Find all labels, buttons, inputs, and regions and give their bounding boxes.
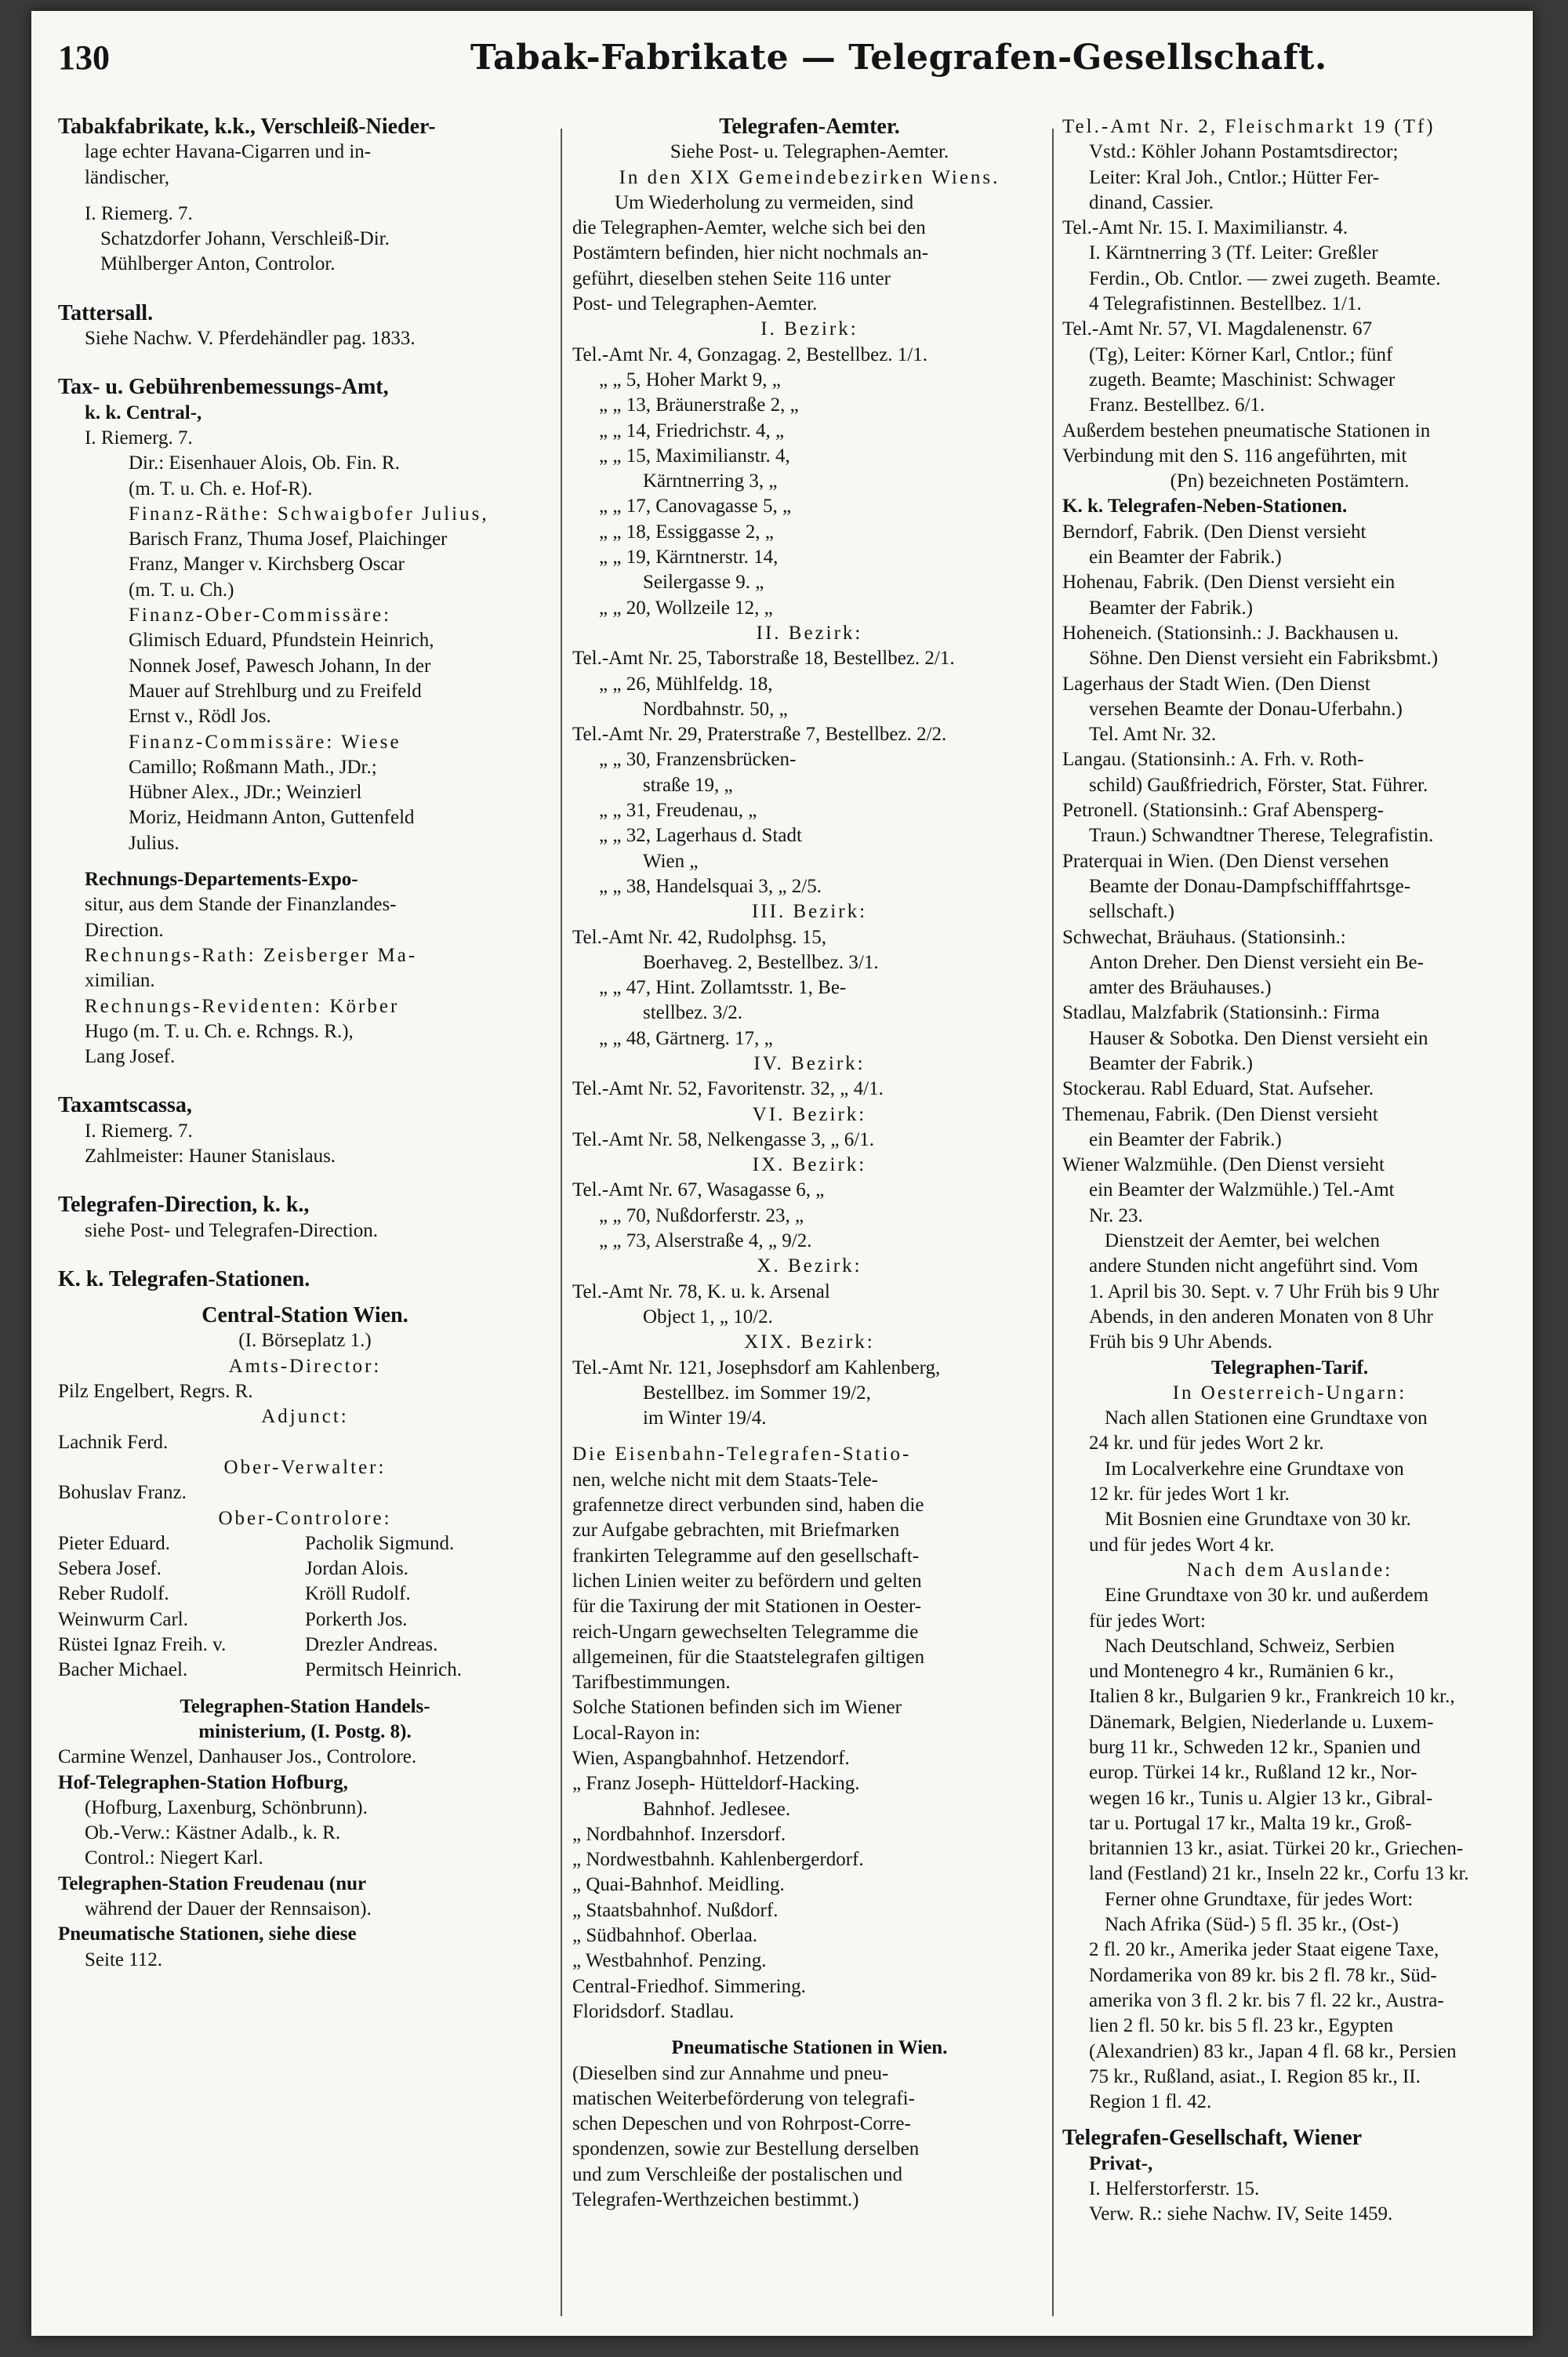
station-entry: Lagerhaus der Stadt Wien. (Den Dienst [1062,673,1370,695]
station-entry: Wiener Walzmühle. (Den Dienst versieht [1062,1154,1385,1176]
text-line: für die Taxirung der mit Stationen in Oester- [572,1596,922,1618]
text-line: ein Beamter der Fabrik.) [1089,547,1282,568]
text-line: k. k. Central-, [85,401,202,423]
text-line: burg 11 kr., Schweden 12 kr., Spanien und [1089,1737,1421,1758]
text-line: und Montenegro 4 kr., Rumänien 6 kr., [1089,1661,1394,1683]
text-line: I. Kärntnerring 3 (Tf. Leiter: Greßler [1089,242,1378,264]
text-line: Tel.-Amt Nr. 15. I. Maximilianstr. 4. [1062,217,1348,239]
station-line: „ Nordwestbahnh. Kahlenbergerdorf. [572,1849,864,1871]
name-pair [58,1556,552,1582]
text-line: Carmine Wenzel, Danhauser Jos., Controlore. [58,1746,417,1768]
page-number: 130 [58,38,110,77]
text-line: Italien 8 kr., Bulgarien 9 kr., Frankreich 10 kr., [1089,1686,1455,1708]
text-line: ein Beamter der Fabrik.) [1089,1128,1282,1150]
office-line: Boerhaveg. 2, Bestellbez. 3/1. [643,951,879,973]
text-line: ximilian. [85,970,155,992]
subsection-heading: Pneumatische Stationen in Wien. [671,2037,948,2059]
text-line: lichen Linien weiter zu befördern und gelten [572,1570,922,1592]
text-line: (Hofburg, Laxenburg, Schönbrunn). [85,1796,368,1818]
subsection-heading: Hof-Telegraphen-Station Hofburg, [58,1771,348,1793]
person-name: Bohuslav Franz. [58,1482,187,1504]
office-line: „ „ 14, Friedrichstr. 4, „ [599,419,785,441]
text-line: während der Dauer der Rennsaison). [85,1898,372,1919]
office-line: „ „ 26, Mühlfeldg. 18, [599,673,773,695]
text-line: Seite 112. [85,1948,163,1970]
office-line: „ „ 38, Handelsquai 3, „ 2/5. [599,875,822,897]
office-line: Tel.-Amt Nr. 4, Gonzagag. 2, Bestellbez. 1/1. [572,343,928,365]
text-line: schen Depeschen und von Rohrpost-Corre- [572,2113,911,2135]
text-line: Tarifbestimmungen. [572,1672,731,1694]
person-name: Pacholik Sigmund. [305,1532,455,1554]
office-line: „ „ 5, Hoher Markt 9, „ [599,369,781,390]
office-line: „ „ 70, Nußdorferstr. 23, „ [599,1204,804,1226]
text-line: Nach dem Auslande: [1186,1559,1393,1581]
station-line: „ Nordbahnhof. Inzersdorf. [572,1823,786,1845]
subsection-heading: Central-Station Wien. [201,1303,408,1328]
text-line: Schatzdorfer Johann, Verschleiß-Dir. [100,228,390,250]
text-line: nen, welche nicht mit dem Staats-Tele- [572,1469,878,1491]
text-line: Finanz-Commissäre: Wiese [129,731,401,753]
text-line: amter des Bräuhauses.) [1089,977,1272,999]
person-name: Sebera Josef. [58,1558,162,1580]
name-pair [58,1582,552,1607]
text-line: Beamter der Fabrik.) [1089,597,1253,619]
subsection-heading: Telegraphen-Station Freudenau (nur [58,1872,367,1894]
station-line: „ Westbahnhof. Penzing. [572,1950,767,1972]
text-line: Franz. Bestellbez. 6/1. [1089,394,1265,416]
entry-heading: Tabakfabrikate, k.k., Verschleiß-Nieder- [58,114,436,139]
station-entry: Berndorf, Fabrik. (Den Dienst versieht [1062,521,1367,543]
text-line: Rechnungs-Rath: Zeisberger Ma- [85,944,418,966]
text-line: spondenzen, sowie zur Bestellung derselben [572,2138,920,2160]
text-line: schild) Gaußfriedrich, Förster, Stat. Führer. [1089,774,1428,796]
station-entry: Schwechat, Bräuhaus. (Stationsinh.: [1062,926,1346,948]
person-name: Porkerth Jos. [305,1608,408,1630]
office-line: „ „ 13, Bräunerstraße 2, „ [599,394,799,416]
text-line: allgemeinen, für die Staatstelegrafen giltigen [572,1646,925,1668]
text-line: Ferdin., Ob. Cntlor. — zwei zugeth. Beamte. [1089,267,1441,289]
section-heading: K. k. Telegrafen-Neben-Stationen. [1062,496,1348,518]
text-line: Verbindung mit den S. 116 angeführten, mit [1062,445,1407,467]
text-line: Abends, in den anderen Monaten von 8 Uhr [1089,1306,1433,1327]
office-line: Kärntnerring 3, „ [643,470,778,492]
office-line: „ „ 31, Freudenau, „ [599,800,757,822]
text-line: (m. T. u. Ch. e. Hof-R). [129,478,313,499]
district-heading: XIX. Bezirk: [744,1331,875,1353]
person-name: Rüstei Ignaz Freih. v. [58,1634,227,1656]
station-line: Wien, Aspangbahnhof. Hetzendorf. [572,1748,850,1769]
text-line: Dienstzeit der Aemter, bei welchen [1105,1230,1380,1252]
station-line: „ Quai-Bahnhof. Meidling. [572,1874,785,1896]
text-line: Söhne. Den Dienst versieht ein Fabriksbmt.) [1089,648,1439,670]
office-line: Tel.-Amt Nr. 121, Josephsdorf am Kahlenberg, [572,1356,941,1378]
text-line: Früh bis 9 Uhr Abends. [1089,1331,1273,1353]
station-entry: Stadlau, Malzfabrik (Stationsinh.: Firma [1062,1002,1380,1024]
text-line: Rechnungs-Revidenten: Körber [85,995,400,1017]
office-line: „ „ 48, Gärtnerg. 17, „ [599,1027,773,1049]
office-line: Tel.-Amt Nr. 42, Rudolphsg. 15, [572,926,826,948]
text-line: 4 Telegrafistinnen. Bestellbez. 1/1. [1089,293,1362,315]
text-line: tar u. Portugal 17 kr., Malta 19 kr., Groß- [1089,1812,1412,1834]
text-line: Traun.) Schwandtner Therese, Telegrafistin. [1089,825,1434,847]
text-line: dinand, Cassier. [1089,191,1214,213]
text-line: Nach Afrika (Süd-) 5 fl. 35 kr., (Ost-) [1105,1914,1399,1936]
office-line: im Winter 19/4. [643,1407,767,1429]
text-line: (Dieselben sind zur Annahme und pneu- [572,2062,889,2084]
column-middle [572,114,1047,2213]
office-line: Seilergasse 9. „ [643,572,764,594]
person-name: Drezler Andreas. [305,1634,438,1656]
district-heading: I. Bezirk: [760,318,858,340]
text-line: Um Wiederholung zu vermeiden, sind [615,191,914,213]
district-heading: III. Bezirk: [751,901,868,923]
office-line: Tel.-Amt Nr. 29, Praterstraße 7, Bestellbez. 2/2. [572,724,947,746]
role-label: Adjunct: [261,1406,349,1428]
entry-heading: Tattersall. [58,300,154,325]
text-line: sellschaft.) [1089,901,1174,923]
address: I. Riemerg. 7. [85,1120,193,1142]
station-line: „ Franz Joseph- Hütteldorf-Hacking. [572,1773,860,1795]
person-name: Bacher Michael. [58,1659,188,1681]
role-label: Ober-Verwalter: [223,1456,387,1478]
text-line: Beamter der Fabrik.) [1089,1052,1253,1074]
entry-heading: Tax- u. Gebührenbemessungs-Amt, [58,375,389,400]
office-line: Wien „ [643,850,699,872]
text-line: Siehe Post- u. Telegraphen-Aemter. [670,141,949,163]
column-right [1062,114,1517,2228]
text-line: reich-Ungarn gewechselten Telegramme die [572,1621,919,1643]
person-name: Pilz Engelbert, Regrs. R. [58,1381,253,1403]
text-line: (Pn) bezeichneten Postämtern. [1170,470,1410,492]
text-line: Glimisch Eduard, Pfundstein Heinrich, [129,630,434,652]
text-line: Außerdem bestehen pneumatische Stationen in [1062,419,1431,441]
text-line: Eine Grundtaxe von 30 kr. und außerdem [1105,1585,1429,1607]
office-line: „ „ 15, Maximilianstr. 4, [599,445,790,467]
section-heading: K. k. Telegrafen-Stationen. [58,1266,310,1291]
name-pair [58,1531,552,1556]
office-line: straße 19, „ [643,774,733,796]
text-line: amerika von 3 fl. 2 kr. bis 7 fl. 22 kr., Austra- [1089,1989,1444,2011]
station-line: Central-Friedhof. Simmering. [572,1975,806,1997]
address: I. Riemerg. 7. [85,202,193,224]
office-line: Tel.-Amt Nr. 25, Taborstraße 18, Bestellbez. 2/1. [572,648,955,670]
person-name: Weinwurm Carl. [58,1608,189,1630]
text-line: zur Aufgabe gebrachten, mit Briefmarken [572,1520,900,1542]
text-line: Leiter: Kral Joh., Cntlor.; Hütter Fer- [1089,166,1380,188]
text-line: Vstd.: Köhler Johann Postamtsdirector; [1089,141,1399,163]
person-name: Reber Rudolf. [58,1583,169,1605]
text-line: Moriz, Heidmann Anton, Guttenfeld [129,807,415,829]
text-line: und für jedes Wort 4 kr. [1089,1534,1275,1556]
station-entry: Hoheneich. (Stationsinh.: J. Backhausen u. [1062,622,1399,644]
office-line: „ „ 30, Franzensbrücken- [599,749,797,771]
entry-heading: Taxamtscassa, [58,1093,192,1118]
column-divider [1052,129,1054,2316]
subsection-heading: Telegraphen-Tarif. [1210,1356,1369,1378]
district-heading: IX. Bezirk: [752,1154,867,1176]
text-line: Local-Rayon in: [572,1722,701,1744]
address: (I. Börseplatz 1.) [238,1330,372,1352]
person-name: Permitsch Heinrich. [305,1659,462,1681]
text-line: Tel.-Amt Nr. 57, VI. Magdalenenstr. 67 [1062,318,1372,340]
office-line: Nordbahnstr. 50, „ [643,698,788,720]
person-name: Kröll Rudolf. [305,1583,411,1605]
column-divider [561,129,562,2316]
text-line: die Telegraphen-Aemter, welche sich bei den [572,217,926,239]
text-line: ein Beamter der Walzmühle.) Tel.-Amt [1089,1179,1395,1201]
directory-page [31,11,1533,2336]
station-line: Floridsdorf. Stadlau. [572,2000,735,2022]
station-entry: Langau. (Stationsinh.: A. Frh. v. Roth- [1062,749,1364,771]
name-pair [58,1607,552,1632]
text-line: Anton Dreher. Den Dienst versieht ein Be- [1089,951,1424,973]
text-line: Nach allen Stationen eine Grundtaxe von [1105,1407,1428,1429]
column-left [58,114,552,1973]
office-line: Tel.-Amt Nr. 58, Nelkengasse 3, „ 6/1. [572,1128,874,1150]
text-line: In den XIX Gemeindebezirken Wiens. [619,166,1000,188]
section-heading: Telegrafen-Aemter. [719,114,900,139]
text-line: europ. Türkei 14 kr., Rußland 12 kr., Nor- [1089,1762,1417,1784]
text-line: Hübner Alex., JDr.; Weinzierl [129,782,362,804]
text-line: Nonnek Josef, Pawesch Johann, In der [129,655,431,677]
person-name: Pieter Eduard. [58,1532,171,1554]
text-line: Im Localverkehre eine Grundtaxe von [1105,1458,1404,1480]
subsection-heading: Pneumatische Stationen, siehe diese [58,1923,357,1945]
office-line: „ „ 47, Hint. Zollamtsstr. 1, Be- [599,977,847,999]
office-line: „ „ 32, Lagerhaus d. Stadt [599,825,802,847]
station-line: „ Staatsbahnhof. Nußdorf. [572,1899,779,1921]
text-line: andere Stunden nicht angeführt sind. Vom [1089,1255,1418,1277]
text-line: und zum Verschleiße der postalischen und [572,2163,902,2185]
office-line: „ „ 17, Canovagasse 5, „ [599,496,792,518]
subsection-heading: ministerium, (I. Postg. 8). [198,1720,412,1742]
address: I. Helferstorferstr. 15. [1089,2178,1260,2200]
text-line: (Alexandrien) 83 kr., Japan 4 fl. 68 kr., Persien [1089,2040,1457,2062]
role-label: Ober-Controlore: [218,1507,392,1529]
station-entry: Themenau, Fabrik. (Den Dienst versieht [1062,1103,1378,1125]
text-line: Julius. [129,832,180,854]
district-heading: II. Bezirk: [756,622,863,644]
text-line: Mit Bosnien eine Grundtaxe von 30 kr. [1105,1509,1411,1531]
text-line: 24 kr. und für jedes Wort 2 kr. [1089,1433,1324,1455]
text-line: Telegrafen-Werthzeichen bestimmt.) [572,2189,859,2211]
text-line: Finanz-Ober-Commissäre: [129,605,392,626]
text-line: In Oesterreich-Ungarn: [1172,1382,1407,1404]
text-line: Ob.-Verw.: Kästner Adalb., k. R. [85,1822,341,1844]
text-line: Post- und Telegraphen-Aemter. [572,293,818,315]
station-entry: Praterquai in Wien. (Den Dienst versehen [1062,850,1389,872]
entry-heading: Rechnungs-Departements-Expo- [85,869,358,891]
text-line: siehe Post- und Telegrafen-Direction. [85,1219,379,1241]
text-line: Tel.-Amt Nr. 2, Fleischmarkt 19 (Tf) [1062,116,1436,137]
text-line: 2 fl. 20 kr., Amerika jeder Staat eigene Taxe, [1089,1939,1439,1961]
text-line: ländischer, [85,166,169,188]
text-line: 1. April bis 30. Sept. v. 7 Uhr Früh bis 9 Uhr [1089,1280,1439,1302]
text-line: zugeth. Beamte; Maschinist: Schwager [1089,369,1396,390]
text-line: Hugo (m. T. u. Ch. e. Rchngs. R.), [85,1020,354,1042]
text-line: lage echter Havana-Cigarren und in- [85,141,372,163]
text-line: grafennetze direct verbunden sind, haben die [572,1494,924,1516]
person-name: Lachnik Ferd. [58,1431,169,1453]
text-line: Barisch Franz, Thuma Josef, Plaichinger [129,528,448,550]
text-line: Nach Deutschland, Schweiz, Serbien [1105,1635,1396,1657]
text-line: für jedes Wort: [1089,1610,1206,1632]
text-line: Control.: Niegert Karl. [85,1847,263,1869]
entry-heading: Telegrafen-Direction, k. k., [58,1193,310,1218]
office-line: Bestellbez. im Sommer 19/2, [643,1382,871,1404]
text-line: Ernst v., Rödl Jos. [129,706,271,728]
text-line: land (Festland) 21 kr., Inseln 22 kr., Corfu 13 kr. [1089,1863,1469,1885]
text-line: Finanz-Räthe: Schwaigbofer Julius, [129,503,489,525]
text-line: Zahlmeister: Hauner Stanislaus. [85,1145,336,1167]
text-line: Beamte der Donau-Dampfschifffahrtsge- [1089,875,1411,897]
text-line: Direction. [85,919,164,941]
text-line: Hauser & Sobotka. Den Dienst versieht ein [1089,1027,1428,1049]
district-heading: X. Bezirk: [757,1255,862,1277]
address: I. Riemerg. 7. [85,427,193,449]
station-line: „ Südbahnhof. Oberlaa. [572,1925,758,1947]
text-line: Tel. Amt Nr. 32. [1089,724,1217,746]
entry-heading: Telegrafen-Gesellschaft, Wiener [1062,2126,1363,2151]
office-line: „ „ 20, Wollzeile 12, „ [599,597,773,619]
station-entry: Stockerau. Rabl Eduard, Stat. Aufseher. [1062,1078,1374,1100]
text-line: Lang Josef. [85,1046,176,1068]
name-pair [58,1658,552,1683]
text-line: matischen Weiterbeförderung von telegrafi- [572,2087,915,2109]
text-line: lien 2 fl. 50 kr. bis 5 fl. 23 kr., Egypten [1089,2015,1394,2037]
running-title: Tabak-Fabrikate — Telegrafen-Gesellschaft. [470,38,1327,78]
text-line: britannien 13 kr., asiat. Türkei 20 kr., Griechen- [1089,1838,1464,1860]
text-line: (m. T. u. Ch.) [129,579,234,601]
text-line: Verw. R.: siehe Nachw. IV, Seite 1459. [1089,2203,1393,2225]
text-line: Dänemark, Belgien, Niederlande u. Luxem- [1089,1711,1434,1733]
district-heading: IV. Bezirk: [753,1052,866,1074]
subsection-heading: Telegraphen-Station Handels- [180,1695,430,1717]
role-label: Amts-Director: [228,1355,382,1377]
text-line: wegen 16 kr., Tunis u. Algier 13 kr., Gibral- [1089,1787,1433,1809]
station-entry: Petronell. (Stationsinh.: Graf Abensperg- [1062,800,1384,822]
page-header [31,38,1533,93]
text-line: Region 1 fl. 42. [1089,2091,1212,2113]
station-line: Bahnhof. Jedlesee. [643,1798,791,1820]
office-line: „ „ 18, Essiggasse 2, „ [599,521,774,543]
office-line: stellbez. 3/2. [643,1002,743,1024]
office-line: „ „ 73, Alserstraße 4, „ 9/2. [599,1230,812,1252]
text-line: Dir.: Eisenhauer Alois, Ob. Fin. R. [129,452,400,474]
entry-heading: Privat-, [1089,2152,1153,2174]
person-name: Jordan Alois. [305,1558,408,1580]
station-entry: Hohenau, Fabrik. (Den Dienst versieht ein [1062,572,1396,594]
office-line: Tel.-Amt Nr. 67, Wasagasse 6, „ [572,1179,825,1201]
text-line: Nordamerika von 89 kr. bis 2 fl. 78 kr., Süd- [1089,1964,1437,1986]
text-line: Solche Stationen befinden sich im Wiener [572,1697,902,1719]
text-line: Nr. 23. [1089,1204,1143,1226]
office-line: Tel.-Amt Nr. 78, K. u. k. Arsenal [572,1280,830,1302]
text-line: 75 kr., Rußland, asiat., I. Region 85 kr., II. [1089,2065,1421,2087]
text-line: Die Eisenbahn-Telegrafen-Statio- [572,1444,912,1465]
text-line: Mauer auf Strehlburg und zu Freifeld [129,680,422,702]
text-line: Camillo; Roßmann Math., JDr.; [129,756,377,778]
text-line: situr, aus dem Stande der Finanzlandes- [85,894,397,916]
text-line: Mühlberger Anton, Controlor. [100,253,336,275]
district-heading: VI. Bezirk: [752,1103,867,1125]
text-line: (Tg), Leiter: Körner Karl, Cntlor.; fünf [1089,343,1393,365]
text-line: Postämtern befinden, hier nicht nochmals an- [572,242,929,264]
text-line: versehen Beamte der Donau-Uferbahn.) [1089,698,1403,720]
office-line: Object 1, „ 10/2. [643,1306,773,1327]
text-line: Ferner ohne Grundtaxe, für jedes Wort: [1105,1888,1414,1910]
text-line: geführt, dieselben stehen Seite 116 unter [572,267,891,289]
text-line: 12 kr. für jedes Wort 1 kr. [1089,1484,1290,1505]
office-line: „ „ 19, Kärntnerstr. 14, [599,547,779,568]
text-line: Siehe Nachw. V. Pferdehändler pag. 1833. [85,328,416,350]
office-line: Tel.-Amt Nr. 52, Favoritenstr. 32, „ 4/1. [572,1078,884,1100]
text-line: frankirten Telegramme auf den gesellschaft- [572,1545,920,1567]
text-line: Franz, Manger v. Kirchsberg Oscar [129,554,405,576]
name-pair [58,1632,552,1658]
